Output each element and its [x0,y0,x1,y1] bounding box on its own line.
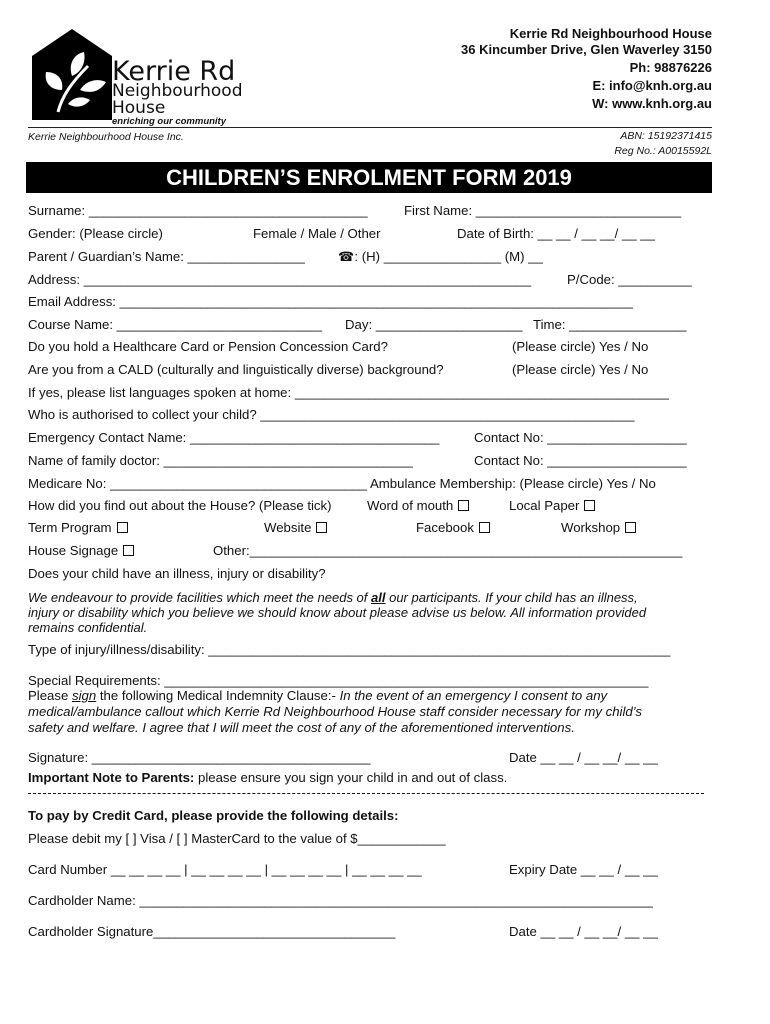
indemnity-line-3: safety and welfare. I agree that I will meet the cost of any of the aforementioned interventions. [28,720,575,735]
endeavour-text-b: our participants. If your child has an illness, [385,590,638,605]
indemnity-line-2: medical/ambulance callout which Kerrie Rd Neighbourhood House staff consider necessary for my child’s [28,704,643,719]
logo-name-line1: Kerrie Rd [112,56,236,87]
option-workshop[interactable] [561,520,636,535]
option-label: House Signage [28,543,119,558]
indemnity-text-c: In the event of an emergency I consent to any [339,688,608,703]
option-label: Local Paper [509,498,580,513]
checkbox-icon[interactable] [625,522,636,533]
doctor-contact-no-field[interactable]: Contact No: ___________________ [474,453,687,468]
checkbox-icon[interactable] [584,500,595,511]
indemnity-text-a: Please [28,688,72,703]
option-label: Website [264,520,312,535]
option-label: Workshop [561,520,621,535]
checkbox-icon[interactable] [316,522,327,533]
special-requirements-field[interactable]: Special Requirements: __________________________________________________________________ [28,673,649,688]
checkbox-icon[interactable] [479,522,490,533]
other-field[interactable]: Other:___________________________________________________________ [213,543,683,558]
endeavour-line-1 [28,590,638,606]
debit-amount-field[interactable]: Please debit my [ ] Visa / [ ] MasterCard to the value of $____________ [28,831,446,846]
contact-website: W: www.knh.org.au [592,96,712,111]
gender-label: Gender: (Please circle) [28,226,163,241]
cardholder-name-field[interactable]: Cardholder Name: ______________________________________________________________________ [28,893,653,908]
ambulance-membership[interactable]: Ambulance Membership: (Please circle) Yes / No [370,476,656,491]
contact-phone: Ph: 98876226 [629,60,712,75]
option-house-signage[interactable] [28,543,134,558]
option-label: Word of mouth [367,498,454,513]
cald-question: Are you from a CALD (culturally and linguistically diverse) background? [28,362,444,377]
healthcare-answer[interactable]: (Please circle) Yes / No [512,339,649,354]
card-date-field[interactable]: Date __ __ / __ __/ __ __ [509,924,658,939]
endeavour-line-2: injury or disability which you believe we should know about please advise us below. All information provided [28,605,647,620]
important-note-text: please ensure you sign your child in and out of class. [194,770,508,785]
option-website[interactable] [264,520,327,535]
option-facebook[interactable] [416,520,490,535]
find-house-question: How did you find out about the House? (Please tick) [28,498,332,513]
card-number-field[interactable]: Card Number __ __ __ __ | __ __ __ __ | __ __ __ __ | __ __ __ __ [28,862,422,877]
house-leaf-logo-icon [28,26,118,122]
logo-tagline: enriching our community [112,116,227,127]
time-field[interactable]: Time: ________________ [533,317,687,332]
contact-address: 36 Kincumber Drive, Glen Waverley 3150 [461,42,712,57]
abn: ABN: 15192371415 [620,130,712,142]
option-local-paper[interactable] [509,498,595,513]
contact-email: E: info@knh.org.au [592,78,712,93]
cardholder-signature-field[interactable]: Cardholder Signature_________________________________ [28,924,396,939]
checkbox-icon[interactable] [117,522,128,533]
reg-no: Reg No.: A0015592L [614,145,712,157]
indemnity-sign: sign [72,688,97,703]
logo-name-line3: House [112,98,166,118]
option-label: Term Program [28,520,112,535]
date-of-birth-field[interactable]: Date of Birth: __ __ / __ __/ __ __ [457,226,655,241]
emergency-contact-field[interactable]: Emergency Contact Name: __________________________________ [28,430,440,445]
phone-field[interactable]: ☎: (H) ________________ (M) __ [338,249,543,264]
credit-card-heading: To pay by Credit Card, please provide the following details: [28,808,399,823]
first-name-field[interactable]: First Name: ____________________________ [404,203,682,218]
course-name-field[interactable]: Course Name: ____________________________ [28,317,323,332]
logo-name-line2: Neighbourhood [112,81,243,101]
endeavour-line-3: remains confidential. [28,620,148,635]
indemnity-line-1 [28,688,607,703]
languages-field[interactable]: If yes, please list languages spoken at home: ___________________________________________________ [28,385,669,400]
illness-question: Does your child have an illness, injury or disability? [28,566,326,581]
endeavour-text-a: We endeavour to provide facilities which meet the needs of [28,590,372,605]
guardian-name-field[interactable]: Parent / Guardian’s Name: ________________ [28,249,305,264]
expiry-date-field[interactable]: Expiry Date __ __ / __ __ [509,862,658,877]
signature-field[interactable]: Signature: ______________________________________ [28,750,371,765]
logo [28,26,258,126]
checkbox-icon[interactable] [458,500,469,511]
important-note-label: Important Note to Parents: [28,770,195,785]
checkbox-icon[interactable] [123,545,134,556]
endeavour-all: all [371,590,386,605]
injury-type-field[interactable]: Type of injury/illness/disability: _______________________________________________________________ [28,642,671,657]
authorised-collector-field[interactable]: Who is authorised to collect your child? ___________________________________________________ [28,407,635,422]
healthcare-question: Do you hold a Healthcare Card or Pension Concession Card? [28,339,388,354]
title-bar [26,162,712,193]
indemnity-text-b: the following Medical Indemnity Clause:- [96,688,340,703]
form-title: CHILDREN’S ENROLMENT FORM 2019 [166,165,572,190]
header-divider [28,127,712,128]
surname-field[interactable]: Surname: ______________________________________ [28,203,368,218]
email-field[interactable]: Email Address: ______________________________________________________________________ [28,294,634,309]
family-doctor-field[interactable]: Name of family doctor: __________________________________ [28,453,413,468]
option-word-of-mouth[interactable] [367,498,469,513]
important-note [28,770,507,785]
contact-name: Kerrie Rd Neighbourhood House [509,26,712,41]
cut-line-divider [28,793,704,794]
org-inc: Kerrie Neighbourhood House Inc. [28,131,184,143]
medicare-field[interactable]: Medicare No: ___________________________________ [28,476,367,491]
emergency-contact-no-field[interactable]: Contact No: ___________________ [474,430,687,445]
option-label: Facebook [416,520,474,535]
day-field[interactable]: Day: ____________________ [345,317,523,332]
postcode-field[interactable]: P/Code: __________ [567,272,692,287]
gender-options[interactable]: Female / Male / Other [253,226,381,241]
cald-answer[interactable]: (Please circle) Yes / No [512,362,649,377]
address-field[interactable]: Address: _____________________________________________________________ [28,272,532,287]
signature-date-field[interactable]: Date __ __ / __ __/ __ __ [509,750,658,765]
option-term-program[interactable] [28,520,128,535]
